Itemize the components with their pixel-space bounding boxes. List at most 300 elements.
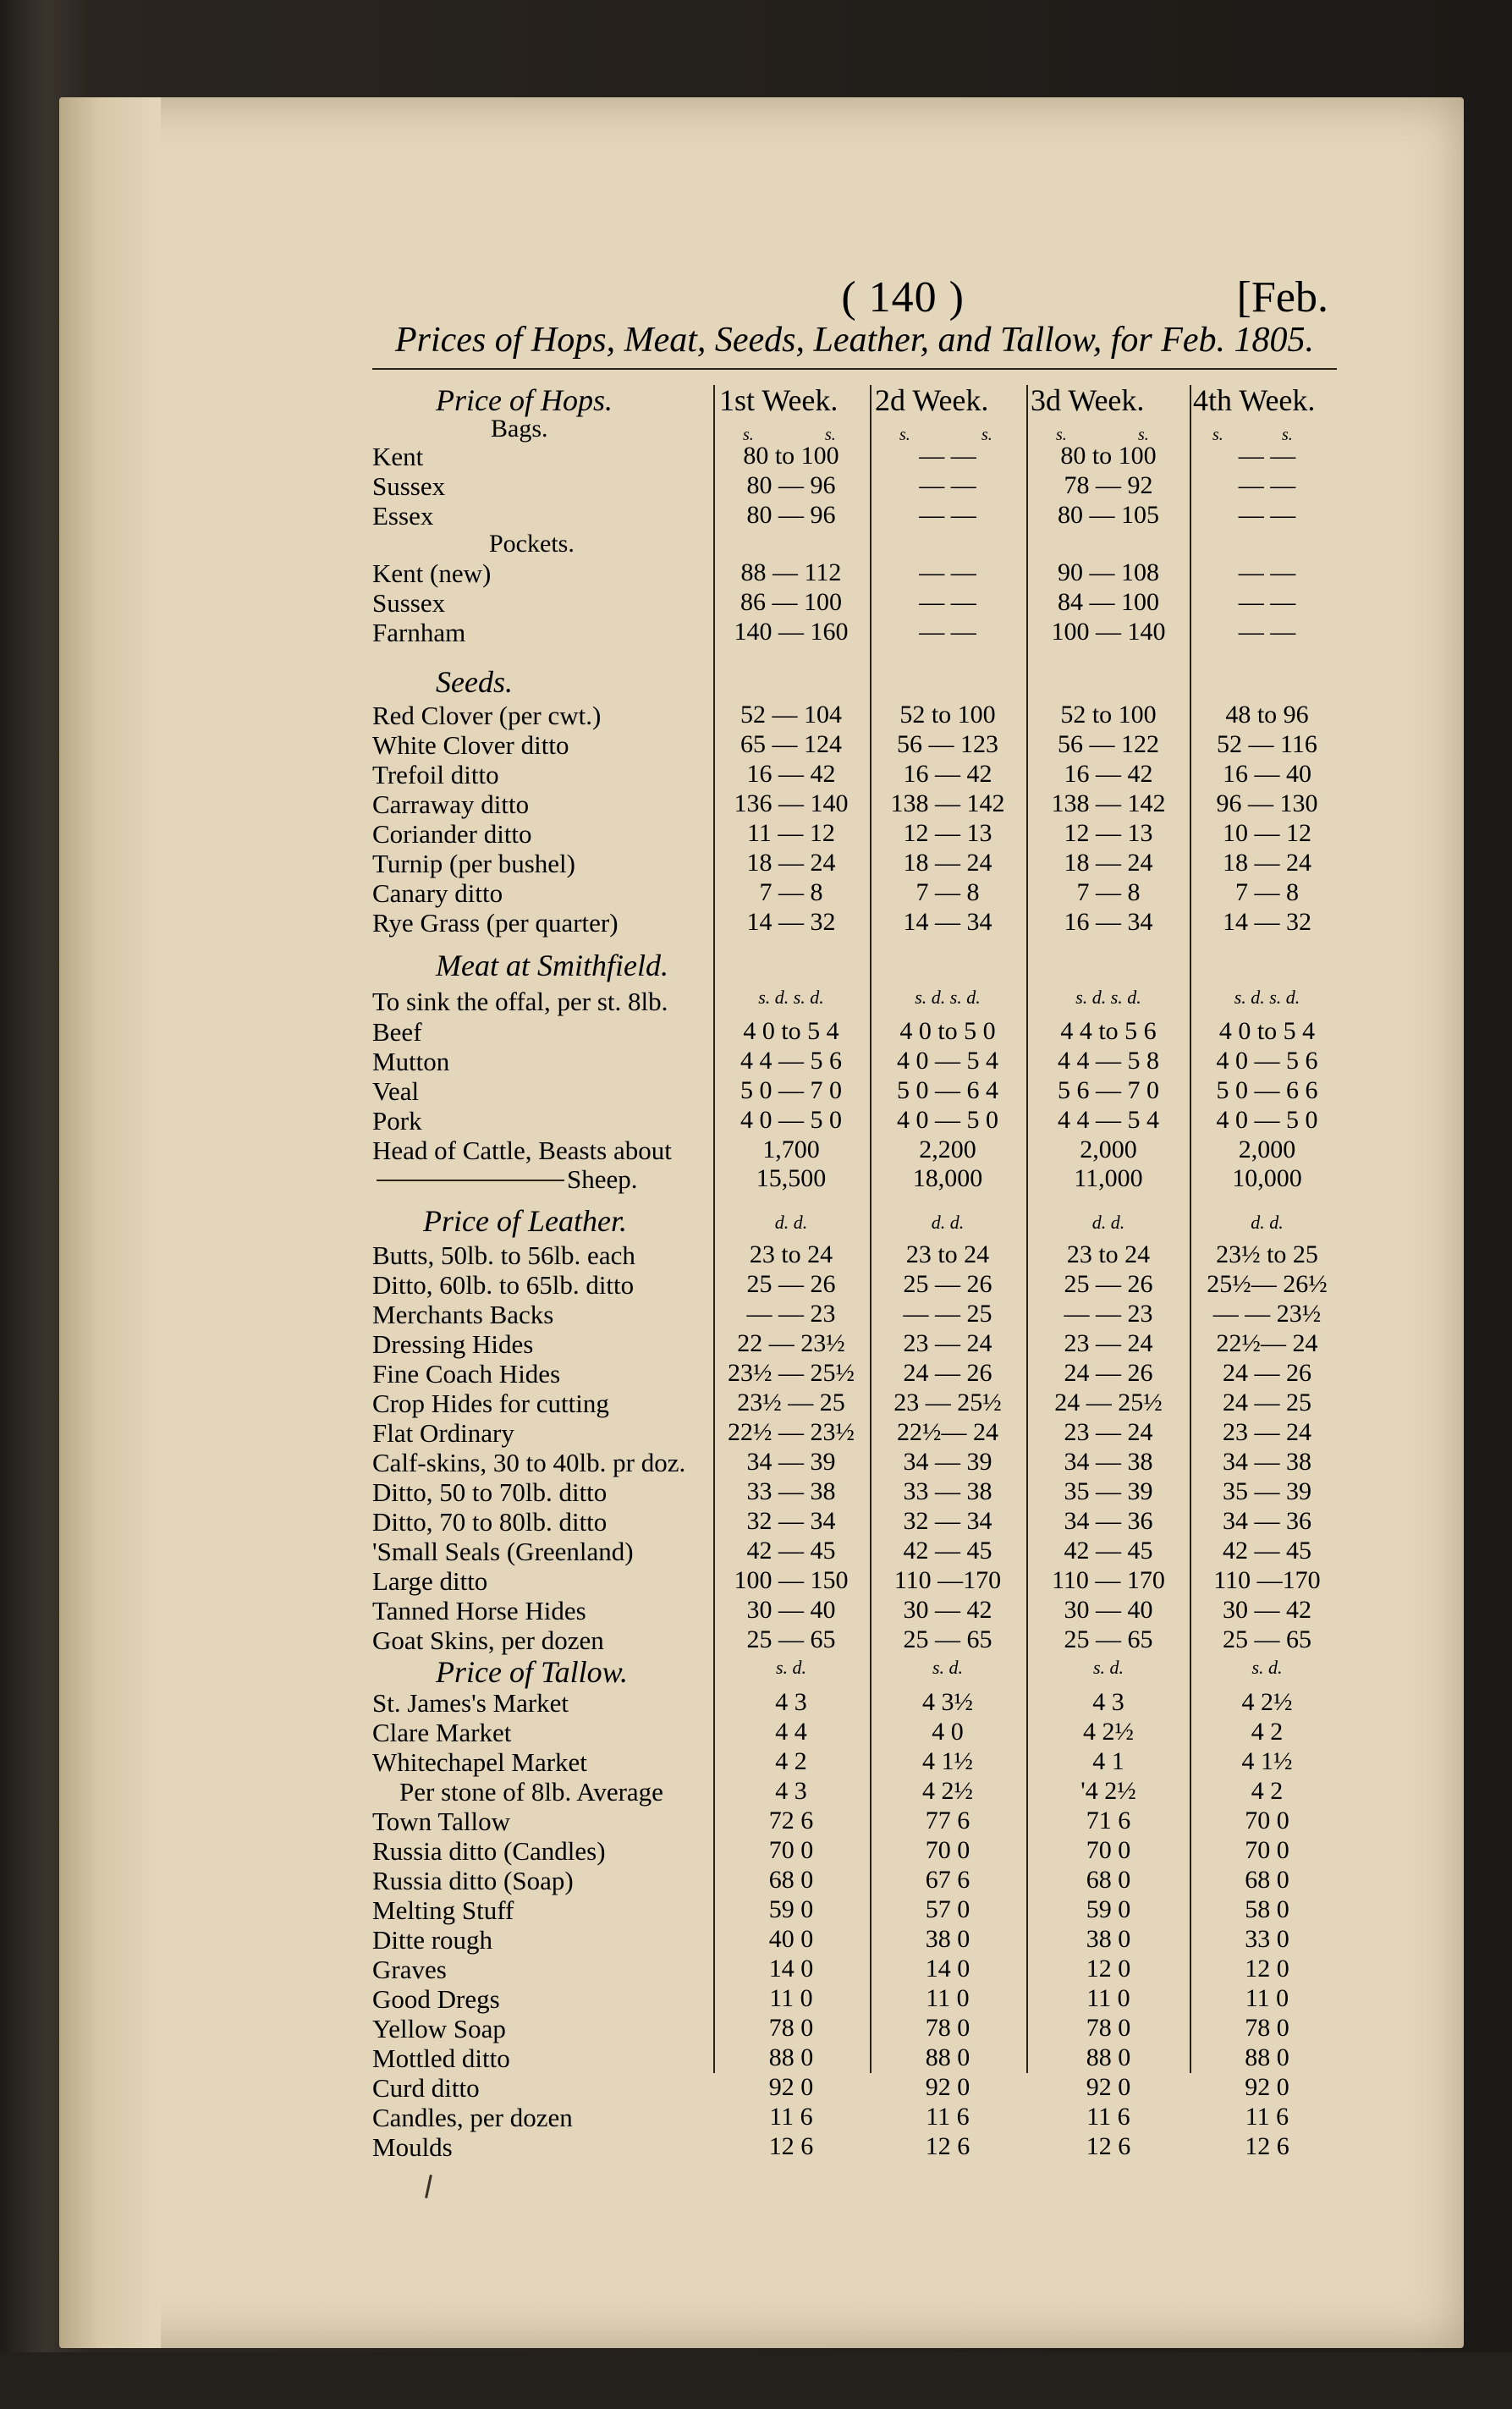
cell-week-2: 4 0 — 5 4 bbox=[897, 1047, 998, 1075]
cell-week-3: s. d. bbox=[1092, 1657, 1124, 1678]
cell-week-3: 38 0 bbox=[1086, 1925, 1131, 1953]
cell-week-1: 4 2 bbox=[775, 1747, 807, 1775]
cell-week-4: 52 — 116 bbox=[1217, 730, 1317, 758]
cell-week-2: 4 2½ bbox=[922, 1777, 973, 1805]
cell-week-4: 92 0 bbox=[1245, 2073, 1289, 2101]
table-row bbox=[372, 1657, 1337, 1687]
cell-week-1: 12 6 bbox=[768, 2132, 814, 2160]
week-header-1: 1st Week. bbox=[719, 383, 838, 417]
cell-week-3: 4 4 — 5 8 bbox=[1058, 1047, 1159, 1075]
cell-week-1: 33 — 38 bbox=[746, 1477, 836, 1505]
table-row bbox=[372, 1895, 1337, 1926]
cell-week-3: 92 0 bbox=[1086, 2073, 1131, 2101]
table-row bbox=[372, 2043, 1337, 2074]
cell-week-4: 24 — 26 bbox=[1223, 1359, 1311, 1387]
cell-week-1: 52 — 104 bbox=[740, 701, 842, 729]
cell-week-2: 34 — 39 bbox=[903, 1448, 992, 1476]
cell-week-4: 18 — 24 bbox=[1223, 849, 1311, 877]
table-row bbox=[372, 1359, 1337, 1389]
cell-week-1: 22½ — 23½ bbox=[728, 1418, 855, 1446]
cell-week-2: — — bbox=[919, 442, 976, 470]
cell-week-2: 88 0 bbox=[925, 2043, 970, 2071]
cell-week-2: 33 — 38 bbox=[903, 1477, 992, 1505]
cell-week-1: 59 0 bbox=[768, 1895, 814, 1923]
cell-week-4: 11 6 bbox=[1245, 2103, 1289, 2131]
cell-week-3: 84 — 100 bbox=[1058, 588, 1159, 616]
cell-week-4: — — bbox=[1238, 471, 1296, 499]
cell-week-2: — — bbox=[919, 471, 976, 499]
row-label: Graves bbox=[372, 1955, 447, 1984]
row-label: Candles, per dozen bbox=[372, 2103, 573, 2132]
cell-week-4: 30 — 42 bbox=[1223, 1596, 1311, 1624]
cell-week-1: 72 6 bbox=[768, 1807, 814, 1834]
cell-week-4: 25 — 65 bbox=[1223, 1625, 1311, 1653]
table-row bbox=[372, 588, 1337, 619]
cell-week-4: 68 0 bbox=[1245, 1866, 1289, 1894]
week-header-4: 4th Week. bbox=[1193, 383, 1316, 417]
cell-week-2: 4 3½ bbox=[922, 1688, 973, 1716]
table-row bbox=[372, 1537, 1337, 1567]
row-label: Curd ditto bbox=[372, 2073, 480, 2103]
cell-week-3: 24 — 26 bbox=[1064, 1359, 1153, 1387]
week-header-3: 3d Week. bbox=[1031, 383, 1145, 417]
row-label: Kent bbox=[372, 442, 424, 471]
cell-week-2: 4 0 to 5 0 bbox=[899, 1017, 996, 1045]
cell-week-1: 1,700 bbox=[762, 1136, 820, 1163]
cell-week-2: 25 — 26 bbox=[903, 1270, 992, 1298]
row-label: Ditto, 70 to 80lb. ditto bbox=[372, 1507, 608, 1537]
cell-week-1: 4 3 bbox=[775, 1688, 807, 1716]
cell-week-4: 96 — 130 bbox=[1216, 789, 1318, 817]
cell-week-4: 23½ to 25 bbox=[1216, 1240, 1318, 1268]
leather-section-title: Price of Leather. bbox=[423, 1204, 627, 1238]
table-row bbox=[372, 730, 1337, 761]
cell-week-2: — — 25 bbox=[903, 1300, 992, 1328]
unit-s: s. bbox=[981, 426, 992, 444]
table-row bbox=[372, 1076, 1337, 1107]
cell-week-2: 38 0 bbox=[925, 1925, 970, 1953]
row-label: Beef bbox=[372, 1017, 422, 1047]
row-label: Flat Ordinary bbox=[372, 1418, 514, 1448]
cell-week-3: 78 0 bbox=[1086, 2014, 1131, 2042]
month-mark: [Feb. bbox=[1236, 273, 1328, 322]
row-label: Ditto, 60lb. to 65lb. ditto bbox=[372, 1270, 635, 1300]
cell-week-2: 11 6 bbox=[926, 2103, 970, 2131]
cell-week-4: 42 — 45 bbox=[1223, 1537, 1311, 1565]
cell-week-4: 34 — 36 bbox=[1223, 1507, 1311, 1535]
cell-week-4: 34 — 38 bbox=[1223, 1448, 1311, 1476]
table-row bbox=[372, 2103, 1337, 2133]
row-label: Whitechapel Market bbox=[372, 1747, 587, 1777]
cell-week-1: 15,500 bbox=[756, 1164, 827, 1192]
table-row bbox=[372, 1477, 1337, 1508]
cell-week-1: 14 — 32 bbox=[746, 908, 836, 936]
cell-week-4: 110 —170 bbox=[1213, 1566, 1321, 1594]
cell-week-1: 100 — 150 bbox=[734, 1566, 849, 1594]
cell-week-2: 4 0 — 5 0 bbox=[897, 1106, 998, 1134]
cell-week-1: s. d. s. d. bbox=[758, 987, 824, 1008]
cell-week-3: 71 6 bbox=[1086, 1807, 1131, 1834]
cell-week-2: 138 — 142 bbox=[890, 789, 1005, 817]
cell-week-3: — — 23 bbox=[1064, 1300, 1153, 1328]
pockets-label: Pockets. bbox=[489, 530, 575, 558]
cell-week-4: — — bbox=[1238, 588, 1296, 616]
row-label: Large ditto bbox=[372, 1566, 488, 1596]
row-label: Kent (new) bbox=[372, 558, 492, 588]
cell-week-3: 4 3 bbox=[1092, 1688, 1124, 1716]
cell-week-1: 92 0 bbox=[768, 2073, 814, 2101]
cell-week-4: 2,000 bbox=[1238, 1136, 1296, 1163]
row-label: Melting Stuff bbox=[372, 1895, 514, 1925]
cell-week-2: 14 0 bbox=[925, 1955, 970, 1983]
table-row bbox=[372, 987, 1337, 1017]
cell-week-1: 7 — 8 bbox=[759, 878, 823, 906]
page-gutter bbox=[59, 97, 161, 2348]
row-label: Red Clover (per cwt.) bbox=[372, 701, 602, 730]
cell-week-2: 78 0 bbox=[925, 2014, 970, 2042]
cell-week-4: 88 0 bbox=[1245, 2043, 1289, 2071]
cell-week-4: — — bbox=[1238, 442, 1296, 470]
row-label: To sink the offal, per st. 8lb. bbox=[372, 987, 668, 1016]
table-row bbox=[372, 1955, 1337, 1985]
table-row bbox=[372, 2073, 1337, 2104]
cell-week-3: 52 to 100 bbox=[1060, 701, 1157, 729]
table-row bbox=[372, 1389, 1337, 1419]
cell-week-2: 22½— 24 bbox=[897, 1418, 998, 1446]
cell-week-4: 10,000 bbox=[1232, 1164, 1302, 1192]
table-row bbox=[372, 1240, 1337, 1271]
cell-week-1: 11 6 bbox=[769, 2103, 813, 2131]
table-row bbox=[372, 442, 1337, 472]
cell-week-3: 18 — 24 bbox=[1064, 849, 1153, 877]
table-row bbox=[372, 2132, 1337, 2163]
cell-week-2: s. d. bbox=[932, 1657, 964, 1678]
cell-week-3: 59 0 bbox=[1086, 1895, 1131, 1923]
unit-s: s. bbox=[1212, 426, 1223, 444]
cell-week-1: 34 — 39 bbox=[746, 1448, 836, 1476]
scan-bottom-edge bbox=[0, 2352, 1512, 2409]
page-number: ( 140 ) bbox=[841, 273, 965, 322]
table-row bbox=[372, 760, 1337, 790]
cell-week-1: 68 0 bbox=[768, 1866, 814, 1894]
cell-week-3: 11 6 bbox=[1086, 2103, 1130, 2131]
unit-s: s. bbox=[1056, 426, 1067, 444]
row-label: Pork bbox=[372, 1106, 422, 1136]
cell-week-2: 24 — 26 bbox=[903, 1359, 992, 1387]
cell-week-4: — — bbox=[1238, 618, 1296, 646]
cell-week-3: 11,000 bbox=[1074, 1164, 1143, 1192]
row-label: Veal bbox=[372, 1076, 420, 1106]
cell-week-1: 78 0 bbox=[768, 2014, 814, 2042]
row-label: Moulds bbox=[372, 2132, 453, 2162]
cell-week-1: 4 4 bbox=[775, 1718, 807, 1746]
cell-week-3: 138 — 142 bbox=[1051, 789, 1166, 817]
week-header-2: 2d Week. bbox=[875, 383, 989, 417]
table-row bbox=[372, 1106, 1337, 1136]
table-row bbox=[372, 908, 1337, 938]
table-row bbox=[372, 819, 1337, 850]
cell-week-2: 7 — 8 bbox=[915, 878, 980, 906]
cell-week-4: 5 0 — 6 6 bbox=[1216, 1076, 1318, 1104]
table-row bbox=[372, 1984, 1337, 2015]
cell-week-2: — — bbox=[919, 588, 976, 616]
cell-week-4: s. d. s. d. bbox=[1234, 987, 1300, 1008]
unit-s: s. bbox=[1282, 426, 1293, 444]
cell-week-1: 18 — 24 bbox=[746, 849, 836, 877]
table-row bbox=[372, 1777, 1337, 1807]
cell-week-3: 80 to 100 bbox=[1060, 442, 1157, 470]
table-row bbox=[372, 1047, 1337, 1077]
title-rule bbox=[372, 368, 1337, 370]
cell-week-3: 2,000 bbox=[1080, 1136, 1137, 1163]
table-row bbox=[372, 1836, 1337, 1867]
cell-week-3: 23 — 24 bbox=[1064, 1329, 1153, 1357]
cell-week-3: 16 — 34 bbox=[1064, 908, 1153, 936]
table-row bbox=[372, 1270, 1337, 1301]
cell-week-2: 18 — 24 bbox=[903, 849, 992, 877]
cell-week-2: 70 0 bbox=[925, 1836, 970, 1864]
row-label: Clare Market bbox=[372, 1718, 512, 1747]
cell-week-3: 78 — 92 bbox=[1064, 471, 1153, 499]
table-row bbox=[372, 1507, 1337, 1537]
cell-week-1: 22 — 23½ bbox=[737, 1329, 845, 1357]
cell-week-4: — — bbox=[1238, 501, 1296, 529]
cell-week-1: 4 0 to 5 4 bbox=[743, 1017, 839, 1045]
row-label: Sussex bbox=[372, 588, 446, 618]
cell-week-3: 80 — 105 bbox=[1058, 501, 1159, 529]
row-label: Fine Coach Hides bbox=[372, 1359, 561, 1389]
cell-week-3: 4 4 to 5 6 bbox=[1060, 1017, 1157, 1045]
cell-week-1: 42 — 45 bbox=[746, 1537, 836, 1565]
cell-week-2: 110 —170 bbox=[893, 1566, 1002, 1594]
row-label: Canary ditto bbox=[372, 878, 503, 908]
table-row bbox=[372, 1566, 1337, 1597]
table-row bbox=[372, 1017, 1337, 1048]
row-label: Essex bbox=[372, 501, 434, 531]
row-label: St. James's Market bbox=[372, 1688, 569, 1718]
unit-s: s. bbox=[1138, 426, 1149, 444]
row-label: Crop Hides for cutting bbox=[372, 1389, 609, 1418]
row-label: Trefoil ditto bbox=[372, 760, 499, 789]
cell-week-1: 4 3 bbox=[775, 1777, 807, 1805]
tallow-section-title: Price of Tallow. bbox=[436, 1655, 629, 1689]
cell-week-3: 12 6 bbox=[1086, 2132, 1131, 2160]
unit-s: s. bbox=[825, 426, 836, 444]
cell-week-2: 12 — 13 bbox=[903, 819, 992, 847]
cell-week-2: 25 — 65 bbox=[903, 1625, 992, 1653]
cell-week-2: 18,000 bbox=[912, 1164, 983, 1192]
cell-week-3: 4 4 — 5 4 bbox=[1058, 1106, 1159, 1134]
cell-week-4: 14 — 32 bbox=[1223, 908, 1311, 936]
table-row bbox=[372, 1136, 1337, 1166]
cell-week-1: 11 0 bbox=[769, 1984, 813, 2012]
cell-week-4: 33 0 bbox=[1245, 1925, 1289, 1953]
cell-week-3: 12 0 bbox=[1086, 1955, 1131, 1983]
cell-week-3: 24 — 25½ bbox=[1054, 1389, 1163, 1416]
cell-week-2: 14 — 34 bbox=[903, 908, 992, 936]
cell-week-2: 23 — 24 bbox=[903, 1329, 992, 1357]
page-title: Prices of Hops, Meat, Seeds, Leather, and Tallow, for Feb. 1805. bbox=[394, 321, 1315, 360]
cell-week-3: 23 to 24 bbox=[1066, 1240, 1151, 1268]
cell-week-3: 12 — 13 bbox=[1064, 819, 1153, 847]
cell-week-2: 52 to 100 bbox=[899, 701, 996, 729]
table-row bbox=[372, 1925, 1337, 1955]
table-row bbox=[372, 1866, 1337, 1896]
cell-week-2: 56 — 123 bbox=[897, 730, 998, 758]
cell-week-3: 34 — 38 bbox=[1064, 1448, 1153, 1476]
row-label: Town Tallow bbox=[372, 1807, 510, 1836]
cell-week-4: 4 2 bbox=[1251, 1777, 1284, 1805]
row-label: Ditto, 50 to 70lb. ditto bbox=[372, 1477, 608, 1507]
cell-week-1: 80 to 100 bbox=[743, 442, 839, 470]
table-row bbox=[372, 471, 1337, 502]
cell-week-2: 16 — 42 bbox=[903, 760, 992, 788]
cell-week-2: 23 — 25½ bbox=[893, 1389, 1002, 1416]
cell-week-1: 4 0 — 5 0 bbox=[740, 1106, 842, 1134]
table-row bbox=[372, 1418, 1337, 1449]
cell-week-4: 23 — 24 bbox=[1223, 1418, 1311, 1446]
cell-week-3: 68 0 bbox=[1086, 1866, 1131, 1894]
cell-week-3: 35 — 39 bbox=[1064, 1477, 1153, 1505]
table-row bbox=[372, 1718, 1337, 1748]
cell-week-2: 32 — 34 bbox=[903, 1507, 992, 1535]
cell-week-1: 11 — 12 bbox=[747, 819, 835, 847]
row-label: Dressing Hides bbox=[372, 1329, 534, 1359]
cell-week-2: s. d. s. d. bbox=[915, 987, 981, 1008]
cell-week-1: 86 — 100 bbox=[740, 588, 842, 616]
cell-week-3: 7 — 8 bbox=[1076, 878, 1141, 906]
table-row bbox=[372, 878, 1337, 909]
cell-week-1: 140 — 160 bbox=[734, 618, 849, 646]
cell-week-3: 34 — 36 bbox=[1064, 1507, 1153, 1535]
row-label: Russia ditto (Soap) bbox=[372, 1866, 574, 1895]
cell-week-4: 16 — 40 bbox=[1223, 760, 1311, 788]
cell-week-2: 77 6 bbox=[925, 1807, 970, 1834]
cell-week-2: 67 6 bbox=[925, 1866, 970, 1894]
cell-week-2: 4 1½ bbox=[922, 1747, 973, 1775]
cell-week-3: 30 — 40 bbox=[1064, 1596, 1153, 1624]
table-row bbox=[372, 618, 1337, 648]
cell-week-3: 5 6 — 7 0 bbox=[1058, 1076, 1159, 1104]
cell-week-4: 11 0 bbox=[1245, 1984, 1289, 2012]
cell-week-4: 4 2 bbox=[1251, 1718, 1284, 1746]
table-row bbox=[372, 1688, 1337, 1719]
cell-week-3: 23 — 24 bbox=[1064, 1418, 1153, 1446]
cell-week-1: 25 — 26 bbox=[746, 1270, 836, 1298]
cell-week-3: 4 1 bbox=[1092, 1747, 1124, 1775]
cell-week-1: d. d. bbox=[774, 1212, 808, 1233]
cell-week-1: 88 0 bbox=[768, 2043, 814, 2071]
cell-week-3: 11 0 bbox=[1086, 1984, 1130, 2012]
cell-week-4: 4 0 — 5 0 bbox=[1216, 1106, 1318, 1134]
cell-week-4: 70 0 bbox=[1245, 1807, 1289, 1834]
cell-week-3: 25 — 26 bbox=[1064, 1270, 1153, 1298]
cell-week-4: 4 0 to 5 4 bbox=[1218, 1017, 1316, 1045]
row-label: Tanned Horse Hides bbox=[372, 1596, 586, 1625]
cell-week-3: 70 0 bbox=[1086, 1836, 1131, 1864]
meat-section-title: Meat at Smithfield. bbox=[436, 949, 668, 982]
row-label: Goat Skins, per dozen bbox=[372, 1625, 604, 1655]
cell-week-4: 4 1½ bbox=[1241, 1747, 1293, 1775]
row-label: Turnip (per bushel) bbox=[372, 849, 575, 878]
sheep-dash-line bbox=[377, 1180, 564, 1181]
bags-label: Bags. bbox=[491, 415, 548, 443]
table-row bbox=[372, 1747, 1337, 1778]
row-label: Carraway ditto bbox=[372, 789, 530, 819]
row-label: Rye Grass (per quarter) bbox=[372, 908, 619, 938]
cell-week-3: d. d. bbox=[1091, 1212, 1125, 1233]
row-label: Ditte rough bbox=[372, 1925, 493, 1955]
cell-week-4: 25½— 26½ bbox=[1207, 1270, 1328, 1298]
cell-week-1: 65 — 124 bbox=[740, 730, 842, 758]
cell-week-3: 16 — 42 bbox=[1064, 760, 1153, 788]
row-label: Sheep. bbox=[567, 1164, 638, 1194]
cell-week-4: s. d. bbox=[1251, 1657, 1283, 1678]
unit-s: s. bbox=[899, 426, 910, 444]
cell-week-1: 88 — 112 bbox=[740, 558, 842, 586]
cell-week-4: 12 6 bbox=[1245, 2132, 1289, 2160]
cell-week-4: 12 0 bbox=[1245, 1955, 1289, 1983]
cell-week-1: 30 — 40 bbox=[746, 1596, 836, 1624]
cell-week-4: 4 0 — 5 6 bbox=[1216, 1047, 1318, 1075]
cell-week-3: 100 — 140 bbox=[1051, 618, 1166, 646]
cell-week-4: 22½— 24 bbox=[1216, 1329, 1318, 1357]
row-label: Merchants Backs bbox=[372, 1300, 554, 1329]
row-label: Good Dregs bbox=[372, 1984, 500, 2014]
row-label: Head of Cattle, Beasts about bbox=[372, 1136, 672, 1165]
row-label: Sussex bbox=[372, 471, 446, 501]
cell-week-1: 25 — 65 bbox=[746, 1625, 836, 1653]
cell-week-4: — — bbox=[1238, 558, 1296, 586]
table-row bbox=[372, 1329, 1337, 1360]
cell-week-3: 90 — 108 bbox=[1058, 558, 1159, 586]
cell-week-1: 40 0 bbox=[768, 1925, 814, 1953]
cell-week-1: 80 — 96 bbox=[746, 471, 836, 499]
row-label: Mottled ditto bbox=[372, 2043, 510, 2073]
table-row bbox=[372, 1807, 1337, 1837]
cell-week-1: s. d. bbox=[775, 1657, 807, 1678]
cell-week-1: 23½ — 25 bbox=[737, 1389, 845, 1416]
cell-week-4: 35 — 39 bbox=[1223, 1477, 1311, 1505]
row-label: Mutton bbox=[372, 1047, 450, 1076]
row-label: Butts, 50lb. to 56lb. each bbox=[372, 1240, 635, 1270]
cell-week-1: — — 23 bbox=[746, 1300, 836, 1328]
cell-week-1: 23½ — 25½ bbox=[728, 1359, 855, 1387]
table-row bbox=[372, 1625, 1337, 1656]
cell-week-4: — — 23½ bbox=[1212, 1300, 1322, 1328]
cell-week-4: 7 — 8 bbox=[1235, 878, 1299, 906]
cell-week-4: d. d. bbox=[1251, 1212, 1284, 1233]
cell-week-1: 14 0 bbox=[768, 1955, 814, 1983]
table-row bbox=[372, 2014, 1337, 2044]
row-label: Russia ditto (Candles) bbox=[372, 1836, 606, 1866]
table-row bbox=[372, 849, 1337, 879]
seeds-section-title: Seeds. bbox=[436, 665, 513, 699]
table-row bbox=[372, 1596, 1337, 1626]
cell-week-3: 25 — 65 bbox=[1064, 1625, 1153, 1653]
cell-week-2: d. d. bbox=[931, 1212, 965, 1233]
cell-week-3: 110 — 170 bbox=[1052, 1566, 1165, 1594]
cell-week-1: 70 0 bbox=[768, 1836, 814, 1864]
cell-week-2: 12 6 bbox=[925, 2132, 970, 2160]
cell-week-2: 92 0 bbox=[925, 2073, 970, 2101]
row-label: Coriander ditto bbox=[372, 819, 532, 849]
cell-week-4: 58 0 bbox=[1245, 1895, 1289, 1923]
row-label: Yellow Soap bbox=[372, 2014, 506, 2043]
cell-week-4: 48 to 96 bbox=[1225, 701, 1309, 729]
cell-week-3: 4 2½ bbox=[1083, 1718, 1134, 1746]
cell-week-2: 5 0 — 6 4 bbox=[897, 1076, 998, 1104]
